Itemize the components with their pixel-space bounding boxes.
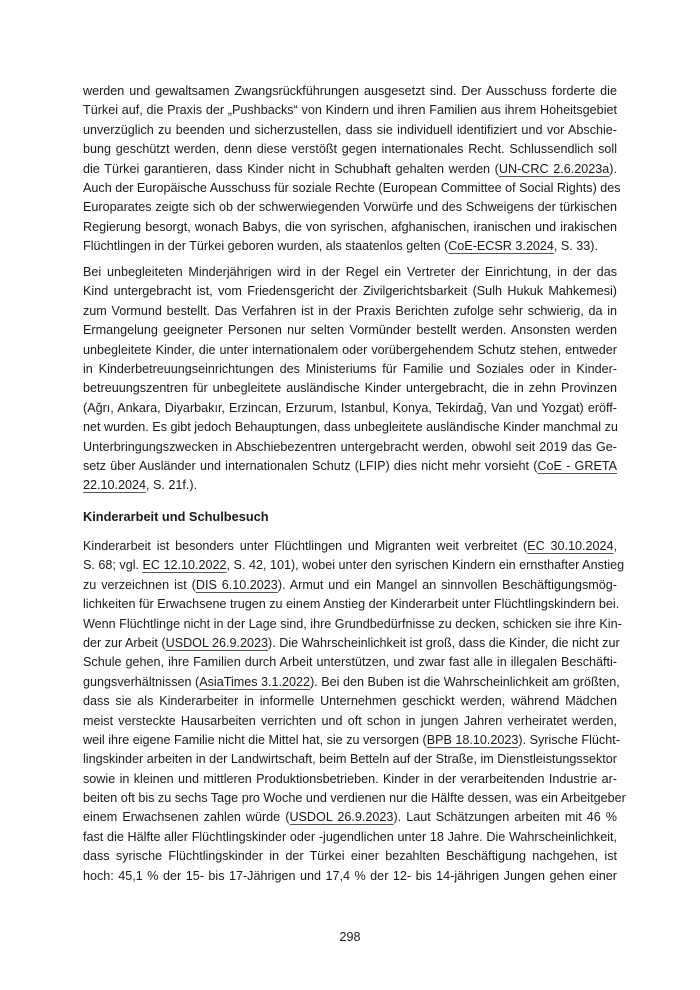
text-line xyxy=(83,634,620,653)
text-line xyxy=(83,789,626,808)
text-segment: Auch der Europäische Ausschuss für soziale Rechte (European Committee of Social Rights) des xyxy=(83,180,621,195)
citation-link[interactable]: UN-CRC 2.6.2023a xyxy=(498,161,610,176)
text-segment: Wenn Flüchtlinge nicht in der Lage sind, ihre Grundbedürfnisse zu decken, schicken sie ihre Kin- xyxy=(83,616,622,631)
text-segment: werden und gewaltsamen Zwangsrückführungen ausgesetzt sind. Der Ausschuss forderte die xyxy=(83,84,617,98)
text-line xyxy=(83,731,620,750)
text-line xyxy=(83,692,617,711)
text-segment: Kinderarbeit ist besonders unter Flüchtlingen und Migranten weit verbreitet ( xyxy=(83,539,528,553)
citation-link[interactable]: DIS 6.10.2023 xyxy=(195,577,278,592)
text-segment: , xyxy=(613,539,617,553)
citation-link[interactable]: CoE-ECSR 3.2024 xyxy=(448,239,554,254)
text-line xyxy=(83,808,617,827)
text-line xyxy=(83,198,617,217)
text-segment: , S. 21f.). xyxy=(146,478,198,493)
section-heading: Kinderarbeit und Schulbesuch xyxy=(83,509,269,524)
text-segment: ). Laut Schätzungen arbeiten mit 46 % xyxy=(393,810,617,825)
citation-link[interactable]: USDOL 26.9.2023 xyxy=(289,810,394,825)
text-segment: Türkei auf, die Praxis der „Pushbacks“ von Kindern und ihren Familien aus ihrem Hoheitsgebiet xyxy=(83,103,617,118)
text-segment: dass sie als Kinderarbeiter in informelle Unternehmen geschickt werden, während Mädchen xyxy=(83,694,617,709)
citation-link[interactable]: AsiaTimes 3.1.2022 xyxy=(199,674,311,689)
text-segment: meist versteckte Hausarbeiten verrichten und oft schon in jungen Jahren verheiratet werden, xyxy=(83,713,617,728)
text-line xyxy=(83,82,617,101)
text-segment: zum Vormund bestellt. Das Verfahren ist in der Praxis Berichten zufolge sehr schwierig, da in xyxy=(83,303,617,318)
text-segment: lichkeiten für Erwachsene trugen zu einem Anstieg der Kinderarbeit unter Flüchtlingskindern bei. xyxy=(83,597,620,612)
page-number: 298 xyxy=(339,930,361,944)
text-segment: unverzüglich zu beenden und sicherzustellen, dass sie individuell identifiziert und vor Abschie- xyxy=(83,122,617,137)
text-line xyxy=(83,556,625,575)
text-segment: die Türkei garantieren, dass Kinder nicht in Schubhaft gehalten werden ( xyxy=(83,161,499,176)
paragraph-child-labour xyxy=(83,537,626,886)
text-segment: S. 68; vgl. xyxy=(83,558,143,573)
text-line xyxy=(83,218,617,237)
text-segment: Bei unbegleiteten Minderjährigen wird in der Regel ein Vertreter der Einrichtung, in der das xyxy=(83,265,617,279)
text-segment: ). xyxy=(609,161,617,176)
text-line xyxy=(83,750,617,769)
text-line xyxy=(83,828,617,847)
text-line xyxy=(83,360,617,379)
text-segment: setz über Ausländer und internationalen Schutz (LFIP) dies nicht mehr vorsieht ( xyxy=(83,458,538,473)
text-line xyxy=(83,770,617,789)
text-segment: Schule gehen, ihre Familien durch Arbeit unterstützen, und zwar fast alle in illegalen Beschäfti- xyxy=(83,655,617,670)
text-segment: ). Bei den Buben ist die Wahrscheinlichkeit am größten, xyxy=(310,674,620,689)
text-segment: ). Armut und ein Mangel an sinnvollen Beschäftigungsmög- xyxy=(277,577,617,592)
text-line xyxy=(83,379,617,398)
text-segment: bung geschützt werden, denn diese verstößt gegen internationales Recht. Schlussendlich soll xyxy=(83,142,617,157)
citation-link[interactable]: 22.10.2024 xyxy=(83,478,147,493)
citation-link[interactable]: BPB 18.10.2023 xyxy=(426,732,519,747)
text-segment: Unterbringungszwecken in Abschiebezentren untergebracht werden, obwohl seit 2019 das Ge- xyxy=(83,439,617,454)
text-line xyxy=(83,712,617,731)
text-line xyxy=(83,237,617,256)
text-line xyxy=(83,595,620,614)
text-line xyxy=(83,399,617,418)
citation-link[interactable]: CoE - GRETA xyxy=(537,458,617,473)
text-segment: hoch: 45,1 % der 15- bis 17-Jährigen und 17,4 % der 12- bis 14-jährigen Jungen gehen einer xyxy=(83,868,617,883)
text-segment: net wurden. Es gibt jedoch Behauptungen, dass unbegleitete ausländische Kinder manchmal zu xyxy=(83,420,618,435)
text-line xyxy=(83,673,620,692)
text-line xyxy=(83,302,617,321)
text-segment: fast die Hälfte aller Flüchtlingskinder oder -jugendlichen unter 18 Jahre. Die Wahrscheinlichkeit, xyxy=(83,829,617,844)
text-segment: sowie in kleinen und mittleren Produktionsbetrieben. Kinder in der verarbeitenden Industrie ar- xyxy=(83,771,617,786)
text-line xyxy=(83,341,617,360)
text-line xyxy=(83,847,617,866)
text-segment: , S. 33). xyxy=(553,239,599,254)
text-segment: Regierung besorgt, wonach Babys, die von syrischen, afghanischen, iranischen und irakischen xyxy=(83,219,617,234)
text-line xyxy=(83,615,622,634)
text-line xyxy=(83,418,617,437)
text-segment: Ermangelung geeigneter Personen nur selten Vormünder bestellt werden. Ansonsten werden xyxy=(83,323,617,338)
text-line xyxy=(83,438,617,457)
text-line xyxy=(83,457,617,476)
text-segment: Flüchtlingen in der Türkei geboren wurden, als staatenlos gelten ( xyxy=(83,239,449,254)
text-segment: Europarates zeigte sich ob der schwerwiegenden Vorwürfe und des Schweigens der türkischen xyxy=(83,200,617,215)
text-segment: weil ihre eigene Familie nicht die Mittel hat, sie zu versorgen ( xyxy=(83,732,427,747)
text-segment: , S. 42, 101), wobei unter den syrischen Kindern ein ernsthafter Anstieg xyxy=(226,558,625,573)
text-line xyxy=(83,576,617,595)
text-line xyxy=(83,263,617,282)
text-segment: unbegleitete Kinder, die unter internationalem oder vorübergehendem Schutz stehen, entweder xyxy=(83,342,617,357)
text-line xyxy=(83,867,617,886)
text-line xyxy=(83,179,621,198)
text-segment: zu verzeichnen ist ( xyxy=(83,577,196,592)
citation-link[interactable]: USDOL 26.9.2023 xyxy=(165,635,269,650)
text-line xyxy=(83,101,617,120)
paragraph-unaccompanied-minors xyxy=(83,263,617,496)
text-segment: dass syrische Flüchtlingskinder in der Türkei einer bezahlten Beschäftigung nachgehen, ist xyxy=(83,849,617,864)
text-segment: beiten oft bis zu sechs Tage pro Woche und verdienen nur die Hälfte dessen, was ein Arbeitgeber xyxy=(83,791,626,806)
text-line xyxy=(83,140,617,159)
citation-link[interactable]: EC 30.10.2024 xyxy=(527,539,614,553)
text-segment: ). Syrische Flücht- xyxy=(518,732,620,747)
text-segment: gungsverhältnissen ( xyxy=(83,674,200,689)
text-line xyxy=(83,121,617,140)
text-segment: Kind untergebracht ist, vom Friedensgericht der Zivilgerichtsbarkeit (Sulh Hukuk Mahkemesi) xyxy=(83,284,617,299)
text-segment: lingskinder arbeiten in der Landwirtschaft, beim Betteln auf der Straße, im Dienstleistungssektor xyxy=(83,752,617,767)
text-line xyxy=(83,321,617,340)
text-segment: (Ağrı, Ankara, Diyarbakır, Erzincan, Erzurum, Istanbul, Konya, Tekirdağ, Van und Yozgat) eröff- xyxy=(83,400,617,415)
citation-link[interactable]: EC 12.10.2022 xyxy=(142,558,227,573)
text-segment: ). Die Wahrscheinlichkeit ist groß, dass die Kinder, die nicht zur xyxy=(268,635,620,650)
paragraph-pushbacks xyxy=(83,82,621,257)
text-segment: in Kinderbetreuungseinrichtungen des Ministeriums für Familie und Soziales oder in Kinder- xyxy=(83,361,617,376)
text-segment: der zur Arbeit ( xyxy=(83,635,166,650)
text-segment: einem Erwachsenen zahlen würde ( xyxy=(83,810,290,825)
text-line xyxy=(83,160,617,179)
text-segment: betreuungszentren für unbegleitete ausländische Kinder untergebracht, die in zehn Provinzen xyxy=(83,381,617,396)
text-line xyxy=(83,653,617,672)
text-line xyxy=(83,282,617,301)
text-line xyxy=(83,537,617,556)
text-line xyxy=(83,476,617,495)
